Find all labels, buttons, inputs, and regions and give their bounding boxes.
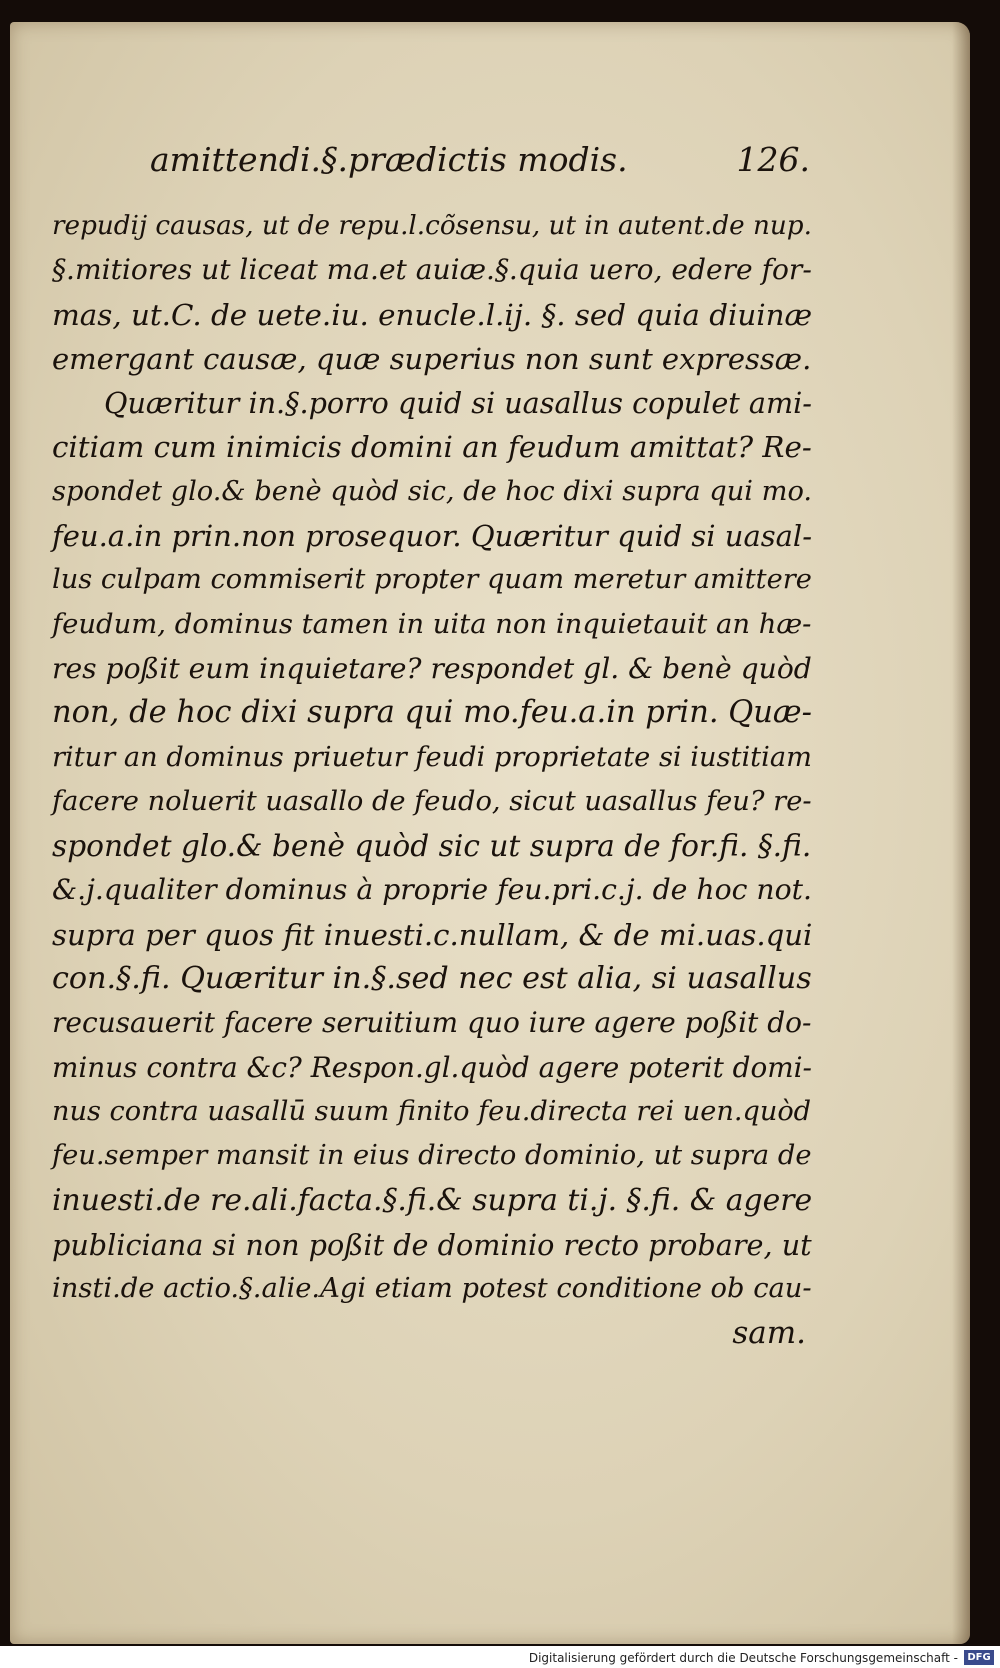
text-line: citiam cum inimicis domini an feudum amittat? Re- xyxy=(52,430,812,465)
text-line: feu.semper mansit in eius directo dominio, ut supra de xyxy=(52,1140,812,1172)
text-line: recusauerit facere seruitium quo iure agere poßit do- xyxy=(52,1006,812,1040)
text-line: minus contra &c? Respon.gl.quòd agere poterit domi- xyxy=(52,1050,812,1084)
text-line: ritur an dominus priuetur feudi proprietate si iustitiam xyxy=(52,741,812,773)
text-line: nus contra uasallū suum finito feu.directa rei uen.quòd xyxy=(52,1095,812,1127)
footer-bar xyxy=(0,1646,1000,1668)
text-line: feudum, dominus tamen in uita non inquietauit an hæ- xyxy=(52,608,812,640)
text-line: repudij causas, ut de repu.l.cõsensu, ut in autent.de nup. xyxy=(52,211,812,241)
text-line: res poßit eum inquietare? respondet gl. & benè quòd xyxy=(52,651,812,685)
text-line: publiciana si non poßit de dominio recto probare, ut xyxy=(52,1227,812,1262)
body-text xyxy=(52,204,812,1356)
text-line-catchword: sam. xyxy=(732,1315,806,1352)
text-line: supra per quos fit inuesti.c.nullam, & de mi.uas.qui xyxy=(52,917,813,952)
text-line: Quæritur in.§.porro quid si uasallus copulet ami- xyxy=(104,386,812,421)
page-number: 126. xyxy=(736,140,810,179)
running-head xyxy=(150,140,810,190)
text-line: feu.a.in prin.non prosequor. Quæritur quid si uasal- xyxy=(52,519,812,554)
page-edge-shadow xyxy=(952,22,970,1644)
text-line: spondet glo.& benè quòd sic, de hoc dixi supra qui mo. xyxy=(52,475,813,507)
text-line: inuesti.de re.ali.facta.§.fi.& supra ti.j. §.fi. & agere xyxy=(52,1182,813,1218)
funding-credit: Digitalisierung gefördert durch die Deutsche Forschungsgemeinschaft - xyxy=(528,1651,958,1665)
text-line: spondet glo.& benè quòd sic ut supra de for.fi. §.fi. xyxy=(52,828,812,864)
dfg-logo: DFG xyxy=(964,1650,994,1665)
text-line: con.§.fi. Quæritur in.§.sed nec est alia, si uasallus xyxy=(52,961,812,997)
text-line: emergant causæ, quæ superius non sunt expressæ. xyxy=(52,341,812,376)
text-line: §.mitiores ut liceat ma.et auiæ.§.quia uero, edere for- xyxy=(52,253,812,287)
running-head-title: amittendi.§.prædictis modis. xyxy=(150,140,628,179)
text-line: lus culpam commiserit propter quam meretur amittere xyxy=(52,564,812,596)
text-line: mas, ut.C. de uete.iu. enucle.l.ij. §. sed quia diuinæ xyxy=(52,297,813,332)
text-line: non, de hoc dixi supra qui mo.feu.a.in prin. Quæ- xyxy=(52,695,812,731)
text-line: insti.de actio.§.alie.Agi etiam potest conditione ob cau- xyxy=(52,1273,812,1305)
text-line: facere noluerit uasallo de feudo, sicut uasallus feu? re- xyxy=(52,785,812,817)
text-line: &.j.qualiter dominus à proprie feu.pri.c.j. de hoc not. xyxy=(52,873,812,907)
